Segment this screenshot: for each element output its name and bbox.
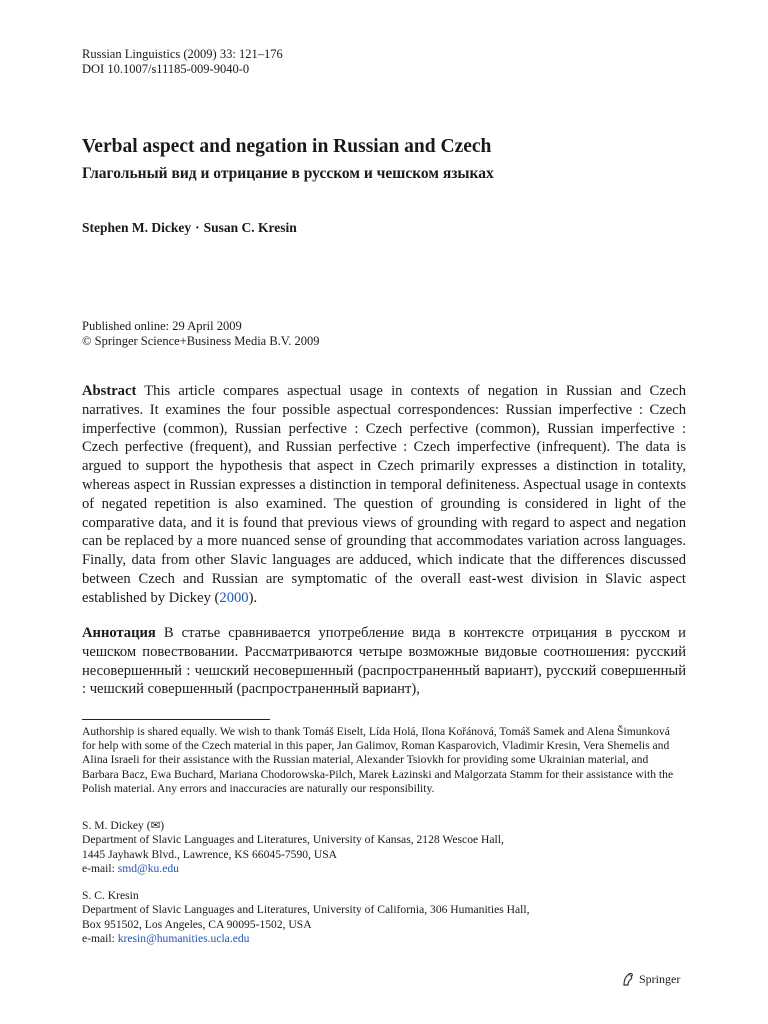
- acknowledgement-footnote: Authorship is shared equally. We wish to thank Tomáš Eiselt, Lída Holá, Ilona Kořánová, Tomáš Samek and Alena Šimunková for help with some of the Czech material in this paper, Jan Galimov, Roman Kasparovich, Vladimir Kresin, Vera Shemelis and Alina Israeli for their assistance with the Russian material, Alexander Tsiovkh for providing some Ukrainian material, and Barbara Bacz, Ewa Buchard, Mariana Chodorowska-Pilch, Marek Łazinski and Malgorzata Stamm for their assistance with the Polish material. Any errors and inaccuracies are naturally our responsibility.: [82, 725, 674, 795]
- abstract-paragraph: [82, 382, 686, 608]
- contact-name: S. C. Kresin: [82, 889, 139, 902]
- contact-address: Box 951502, Los Angeles, CA 90095-1502, USA: [82, 917, 312, 931]
- article-title: Verbal aspect and negation in Russian and Czech: [82, 136, 492, 157]
- citation-link[interactable]: 2000: [219, 589, 249, 606]
- abstract-label: Abstract: [82, 383, 137, 399]
- email-link[interactable]: smd@ku.edu: [117, 861, 179, 875]
- annotation-label: Аннотация: [82, 625, 156, 641]
- published-online-date: Published online: 29 April 2009: [82, 319, 242, 333]
- contact-name: S. M. Dickey (✉): [82, 819, 165, 832]
- contact-department: Department of Slavic Languages and Literatures, University of California, 306 Humanities Hall,: [82, 903, 530, 917]
- author-name: Susan C. Kresin: [203, 220, 297, 235]
- springer-logo: [620, 971, 680, 987]
- contact-email-line: [82, 862, 504, 876]
- publication-info: [82, 319, 319, 349]
- contact-address: 1445 Jayhawk Blvd., Lawrence, KS 66045-7590, USA: [82, 847, 338, 861]
- doi: DOI 10.1007/s11185-009-9040-0: [82, 62, 250, 76]
- copyright-line: © Springer Science+Business Media B.V. 2009: [82, 334, 320, 348]
- contact-block-dickey: [82, 819, 504, 876]
- abstract-text-end: ).: [248, 589, 258, 606]
- author-list: [82, 220, 297, 236]
- springer-wordmark: Springer: [639, 971, 681, 986]
- footnote-divider: [82, 719, 270, 720]
- article-title-russian: Глагольный вид и отрицание в русском и чешском языках: [82, 165, 494, 182]
- journal-citation: Russian Linguistics (2009) 33: 121–176: [82, 47, 283, 61]
- journal-header: [82, 47, 283, 77]
- annotation-text: В статье сравнивается употребление вида в контексте отрицания в русском и чешском повествовании. Рассматриваются четыре возможные видовые соотношения: русский несовершенный : чешский несовершенный (распространенный вариант), русский совершенный : чешский совершенный (распространенный вариант),: [82, 625, 686, 698]
- email-link[interactable]: kresin@humanities.ucla.edu: [117, 931, 250, 945]
- annotation-paragraph: [82, 624, 686, 699]
- contact-block-kresin: [82, 889, 530, 946]
- springer-horse-icon: [620, 971, 636, 987]
- email-label: e-mail:: [82, 861, 118, 875]
- paper-page: [82, 0, 686, 1024]
- contact-department: Department of Slavic Languages and Literatures, University of Kansas, 2128 Wescoe Hall,: [82, 833, 504, 847]
- email-label: e-mail:: [82, 931, 118, 945]
- author-name: Stephen M. Dickey: [82, 220, 192, 235]
- contact-email-line: [82, 932, 530, 946]
- abstract-text: This article compares aspectual usage in contexts of negation in Russian and Czech narratives. It examines the four possible aspectual correspondences: Russian imperfective : Czech imperfective (common), Russian perfective : Czech perfective (common), Russian imperfective : Czech perfective (frequent), and Russian perfective : Czech imperfective (infrequent). The data is argued to support the hypothesis that aspect in Czech primarily expresses a distinction in totality, whereas aspect in Russian expresses a distinction in temporal definiteness. Aspectual usage in contexts of negated repetition is also examined. The question of grounding is considered in light of the comparative data, and it is found that previous views of grounding with regard to aspect and negation can be replaced by a more nuanced sense of grounding that accommodates variation across languages. Finally, data from other Slavic languages are adduced, which indicate that the differences discussed between Czech and Russian are symptomatic of the overall east-west division in Slavic aspect established by Dickey (: [82, 383, 686, 606]
- author-separator: ·: [195, 220, 200, 235]
